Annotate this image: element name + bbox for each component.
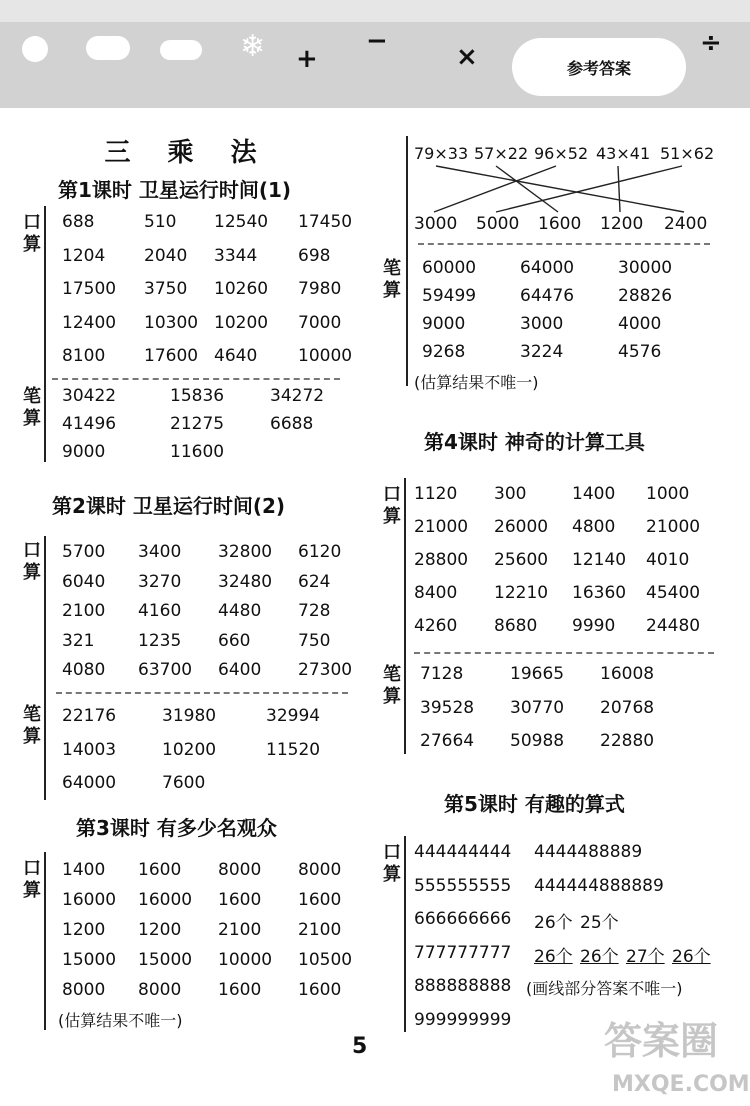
answer-cell: 27300 [298,660,353,680]
watermark-logo: 答案圈 [604,1019,719,1063]
section-rule [44,852,46,1030]
match-value: 5000 [476,214,520,234]
answer-cell: 12210 [494,583,549,603]
answer-cell: 19665 [510,664,565,684]
answer-cell: 10200 [214,312,269,333]
answer-cell: 8400 [414,583,458,603]
answer-cell: 15836 [170,386,225,406]
answer-cell: 1120 [414,484,458,504]
match-expression: 51×62 [660,144,715,163]
section-rule [404,836,406,1032]
estimate-note: (估算结果不唯一) [414,373,539,392]
answer-cell: 8000 [298,860,342,880]
answer-cell: 4000 [618,314,662,334]
watermark-url: MXQE.COM [612,1072,750,1097]
answer-cell: 17500 [62,279,117,299]
estimate-note: (估算结果不唯一) [58,1011,183,1030]
answer-cell: 4800 [572,517,616,537]
answer-cell: 10260 [214,279,269,299]
answer-cell: 34272 [270,386,325,406]
answer-cell: 50988 [510,731,565,751]
answer-cell: 30422 [62,386,117,406]
answer-cell: 1600 [218,890,262,910]
answer-cell: 20768 [600,697,655,718]
answer-cell: 8100 [62,346,106,366]
divider [418,243,710,245]
answer-cell: 321 [62,630,95,651]
oral-label: 口 算 [383,842,401,885]
answer-cell: 7980 [298,279,342,299]
divider [414,652,714,654]
answer-cell: 1400 [572,484,616,504]
answer-cell: 10000 [218,950,273,970]
lesson5-title: 第5课时 有趣的算式 [444,792,625,816]
answer-cell: 21000 [646,517,701,537]
oral-label: 口 算 [23,858,41,901]
match-expression: 79×33 [414,144,469,163]
lesson3-title: 第3课时 有多少名观众 [76,816,277,840]
written-label: 笔 算 [23,704,41,747]
answer-cell: 25个 [580,913,619,933]
banner-band [0,0,750,22]
answer-cell: 698 [298,245,331,266]
answer-cell: 11520 [266,739,321,760]
answer-cell: 15000 [62,950,117,970]
answer-cell: 1235 [138,630,182,651]
answer-cell: 26个 [580,947,619,967]
answer-cell: 31980 [162,706,217,726]
header-banner [0,0,750,108]
answer-cell: 26个 [534,947,573,967]
answer-cell: 3224 [520,342,564,362]
written-label: 笔 算 [23,386,41,429]
answer-cell: 2040 [144,245,188,266]
answer-cell: 4576 [618,342,662,362]
answer-cell: 777777777 [414,942,512,963]
answer-cell: 30770 [510,697,565,718]
match-value: 1200 [600,214,644,234]
answer-cell: 28826 [618,286,673,306]
answer-cell: 17450 [298,212,353,232]
answer-cell: 1200 [138,920,182,940]
answer-cell: 8000 [218,860,262,880]
answer-cell: 555555555 [414,875,512,896]
answer-cell: 28800 [414,550,469,570]
match-line [618,166,620,212]
answer-cell: 39528 [420,697,475,718]
answer-cell: 30000 [618,258,673,278]
answer-cell: 8000 [62,980,106,1000]
answer-cell: 6400 [218,660,262,680]
answer-cell: 24480 [646,616,701,636]
answer-cell: 750 [298,630,331,651]
answer-cell: 7000 [298,312,342,333]
answer-cell: 1200 [62,920,106,940]
answer-cell: 17600 [144,346,199,366]
answer-cell: 26000 [494,517,549,537]
divide-sign: ÷ [700,28,722,58]
answer-cell: 8680 [494,616,538,636]
match-expression: 43×41 [596,144,651,163]
answer-cell: 12140 [572,550,627,570]
answer-cell: 624 [298,571,331,592]
dot-icon [22,36,48,62]
answer-cell: 15000 [138,950,193,970]
answer-cell: 7600 [162,773,206,793]
answer-cell: 4480 [218,601,262,621]
answer-cell: 7128 [420,664,464,684]
minus-sign: − [366,26,388,56]
answer-cell: 27664 [420,731,475,751]
answer-cell: 4444488889 [534,842,643,862]
match-lines [405,150,725,220]
answer-cell: 10000 [298,346,353,366]
answer-cell: 41496 [62,414,117,434]
answer-cell: 1600 [298,980,342,1000]
answer-cell: 26个 [672,947,711,967]
answer-cell: 1400 [62,860,106,880]
answer-label: 参考答案 [512,38,686,96]
answer-cell: 45400 [646,583,701,603]
cloud-icon [160,40,202,60]
answer-cell: 1000 [646,484,690,504]
answer-cell: 2100 [218,920,262,940]
answer-cell: 2100 [62,601,106,621]
match-line [436,166,684,212]
answer-cell: 9000 [422,314,466,334]
answer-cell: 300 [494,484,527,504]
match-expression: 57×22 [474,144,529,163]
written-label: 笔 算 [383,664,401,707]
answer-cell: 888888888 [414,976,512,996]
answer-cell: 12540 [214,212,269,232]
answer-cell: 22880 [600,731,655,751]
match-value: 3000 [414,214,458,234]
written-label: 笔 算 [383,258,401,301]
answer-cell: 12400 [62,312,117,333]
answer-cell: 6688 [270,414,314,434]
answer-cell: 4640 [214,346,258,366]
cloud-icon [86,36,130,60]
answer-cell: 444444444 [414,842,512,862]
lesson1-title: 第1课时 卫星运行时间(1) [58,178,292,202]
answer-cell: 16000 [62,890,117,910]
answer-cell: 63700 [138,660,193,680]
answer-cell: 14003 [62,739,117,760]
answer-cell: 21275 [170,414,225,434]
answer-cell: 10300 [144,312,199,333]
answer-cell: 10200 [162,739,217,760]
answer-cell: 5700 [62,542,106,562]
answer-cell: 1204 [62,245,106,266]
answer-cell: 666666666 [414,909,512,929]
answer-cell: 6040 [62,571,106,592]
answer-cell: 9990 [572,616,616,636]
answer-cell: 999999999 [414,1009,512,1030]
answer-cell: 27个 [626,947,665,967]
answer-cell: 660 [218,630,251,651]
oral-label: 口 算 [23,540,41,583]
section-rule [44,206,46,462]
plus-sign: + [296,44,318,74]
answer-cell: 3750 [144,279,188,299]
answer-cell: 64000 [62,773,117,793]
answer-cell: 2100 [298,920,342,940]
answer-cell: 444444888889 [534,876,664,896]
answer-cell: 10500 [298,950,353,970]
answer-cell: 510 [144,212,177,232]
page-number: 5 [352,1034,368,1059]
answer-cell: 11600 [170,442,225,462]
match-value: 2400 [664,214,708,234]
divider [56,692,348,694]
answer-cell: 4010 [646,550,690,570]
answer-cell: 64000 [520,258,575,278]
match-line [496,166,558,212]
answer-cell: 6120 [298,542,342,562]
answer-cell: 32994 [266,706,321,726]
answer-cell: 26个 [534,913,573,933]
answer-cell: 32800 [218,542,273,562]
answer-cell: 688 [62,212,95,232]
answer-cell: 3400 [138,542,182,562]
answer-cell: 3000 [520,314,564,334]
answer-cell: 64476 [520,286,575,306]
oral-label: 口 算 [23,212,41,255]
divider [52,378,340,380]
answer-cell: 1600 [138,860,182,880]
answer-cell: 60000 [422,258,477,278]
match-expression: 96×52 [534,144,589,163]
answer-cell: 3344 [214,245,258,266]
match-value: 1600 [538,214,582,234]
answer-cell: 16000 [138,890,193,910]
answer-cell: 16008 [600,664,655,684]
answer-cell: 4160 [138,601,182,621]
times-sign: × [456,42,478,72]
lesson4-title: 第4课时 神奇的计算工具 [424,430,645,454]
answer-cell: 4260 [414,616,458,636]
answer-cell: 16360 [572,583,627,603]
answer-note: (画线部分答案不唯一) [526,979,683,998]
answer-cell: 21000 [414,517,469,537]
answer-cell: 22176 [62,706,117,726]
match-line [496,166,682,212]
answer-cell: 1600 [298,890,342,910]
match-line [434,166,556,212]
snowflake-icon: ❄ [240,29,266,64]
answer-cell: 3270 [138,571,182,592]
oral-label: 口 算 [383,484,401,527]
section-rule [404,478,406,754]
answer-cell: 728 [298,601,331,621]
chapter-title: 三 乘 法 [104,138,271,168]
lesson2-title: 第2课时 卫星运行时间(2) [52,494,286,518]
answer-cell: 32480 [218,571,273,592]
answer-cell: 59499 [422,286,477,306]
answer-cell: 4080 [62,660,106,680]
answer-cell: 1600 [218,980,262,1000]
answer-cell: 9268 [422,342,466,362]
answer-cell: 8000 [138,980,182,1000]
section-rule [44,536,46,800]
answer-cell: 9000 [62,442,106,462]
answer-cell: 25600 [494,550,549,570]
